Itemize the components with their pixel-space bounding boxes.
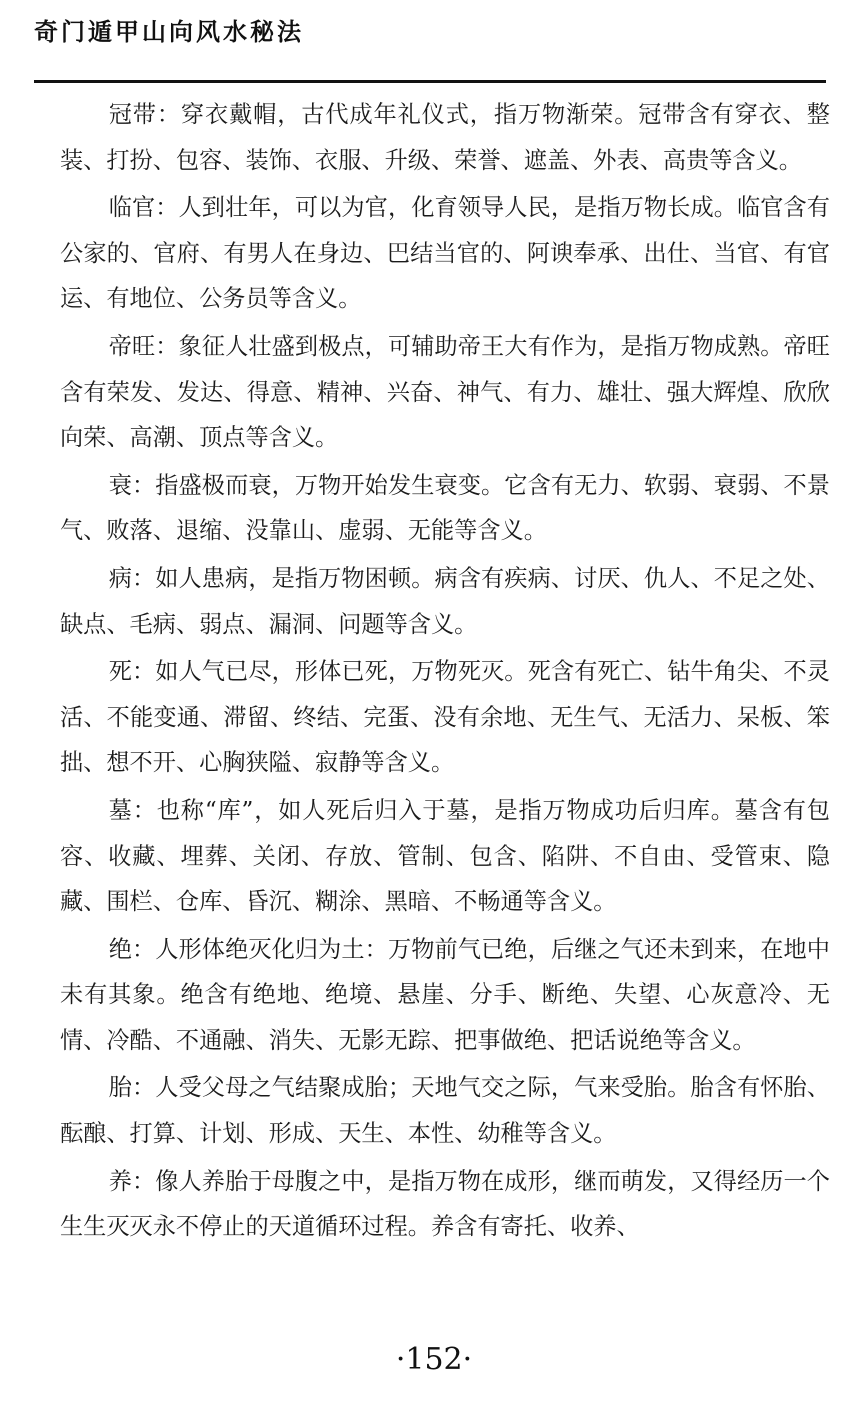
header-divider [34, 80, 826, 83]
paragraph-bing: 病：如人患病，是指万物困顿。病含有疾病、讨厌、仇人、不足之处、缺点、毛病、弱点、漏洞、问题等含义。 [60, 564, 830, 638]
page-number: ·152· [395, 1342, 473, 1377]
book-title: 奇门遁甲山向风水秘法 [34, 18, 304, 46]
body-text [60, 92, 830, 1252]
running-header [34, 14, 824, 50]
paragraph-yang: 养：像人养胎于母腹之中，是指万物在成形，继而萌发，又得经历一个生生灭灭永不停止的天道循环过程。养含有寄托、收养、 [60, 1167, 830, 1241]
paragraph-mu: 墓：也称“库”，如人死后归入于墓，是指万物成功后归库。墓含有包容、收藏、埋葬、关闭、存放、管制、包含、陷阱、不自由、受管束、隐藏、围栏、仓库、昏沉、糊涂、黑暗、不畅通等含义。 [60, 796, 830, 916]
paragraph-guandai: 冠带：穿衣戴帽，古代成年礼仪式，指万物渐荣。冠带含有穿衣、整装、打扮、包容、装饰、衣服、升级、荣誉、遮盖、外表、高贵等含义。 [60, 101, 830, 174]
paragraph-shuai: 衰：指盛极而衰，万物开始发生衰变。它含有无力、软弱、衰弱、不景气、败落、退缩、没靠山、虚弱、无能等含义。 [60, 471, 830, 545]
paragraph-tai: 胎：人受父母之气结聚成胎；天地气交之际，气来受胎。胎含有怀胎、酝酿、打算、计划、形成、天生、本性、幼稚等含义。 [60, 1074, 830, 1148]
paragraph-jue: 绝：人形体绝灭化归为土：万物前气已绝，后继之气还未到来，在地中未有其象。绝含有绝地、绝境、悬崖、分手、断绝、失望、心灰意冷、无情、冷酷、不通融、消失、无影无踪、把事做绝、把话说绝等含义。 [60, 935, 830, 1054]
paragraph-si: 死：如人气已尽，形体已死，万物死灭。死含有死亡、钻牛角尖、不灵活、不能变通、滞留、终结、完蛋、没有余地、无生气、无活力、呆板、笨拙、想不开、心胸狭隘、寂静等含义。 [60, 658, 830, 777]
paragraph-linguan: 临官：人到壮年，可以为官，化育领导人民，是指万物长成。临官含有公家的、官府、有男人在身边、巴结当官的、阿谀奉承、出仕、当官、有官运、有地位、公务员等含义。 [60, 194, 830, 313]
paragraph-diwang: 帝旺：象征人壮盛到极点，可辅助帝王大有作为，是指万物成熟。帝旺含有荣发、发达、得意、精神、兴奋、神气、有力、雄壮、强大辉煌、欣欣向荣、高潮、顶点等含义。 [60, 332, 830, 452]
